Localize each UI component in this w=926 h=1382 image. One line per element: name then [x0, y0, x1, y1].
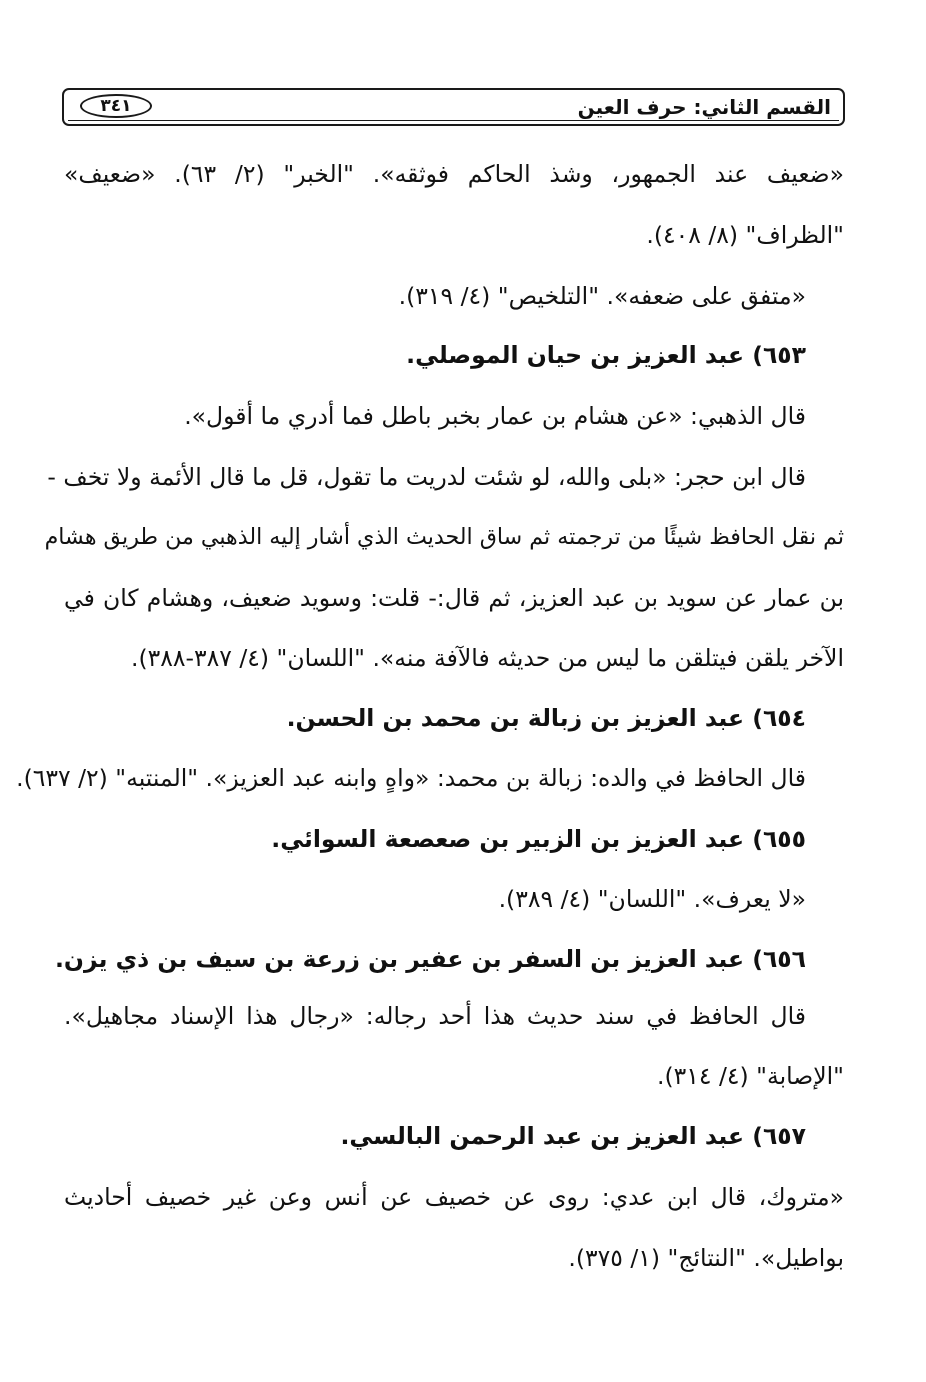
text-line: بواطيل». "النتائج" (١/ ٣٧٥).: [568, 1244, 844, 1272]
entry-heading: ٦٥٧) عبد العزيز بن عبد الرحمن البالسي.: [340, 1122, 806, 1150]
text-line: "الإصابة" (٤/ ٣١٤).: [657, 1062, 844, 1090]
text-line: "الظراف" (٨/ ٤٠٨).: [646, 221, 844, 249]
entry-heading: ٦٥٤) عبد العزيز بن زبالة بن محمد بن الحسن.: [286, 704, 806, 732]
text-line: قال الذهبي: «عن هشام بن عمار بخبر باطل فما أدري ما أقول».: [184, 402, 806, 430]
entry-heading: ٦٥٣) عبد العزيز بن حيان الموصلي.: [406, 341, 806, 369]
text-line: «لا يعرف». "اللسان" (٤/ ٣٨٩).: [498, 885, 806, 913]
text-line: بن عمار عن سويد بن عبد العزيز، ثم قال:- قلت: وسويد ضعيف، وهشام كان في: [64, 584, 844, 612]
text-line: «ضعيف عند الجمهور، وشذ الحاكم فوثقه». "الخبر" (٢/ ٦٣). «ضعيف»: [64, 160, 844, 188]
text-line: قال ابن حجر: «بلى والله، لو شئت لدريت ما تقول، قل ما قال الأئمة ولا تخف -: [47, 463, 806, 491]
entry-heading: ٦٥٦) عبد العزيز بن السفر بن عفير بن زرعة بن سيف بن ذي يزن.: [55, 945, 806, 973]
section-title: القسم الثاني: حرف العين: [577, 95, 831, 119]
text-line: ثم نقل الحافظ شيئًا من ترجمته ثم ساق الحديث الذي أشار إليه الذهبي من طريق هشام: [44, 524, 844, 550]
page-number: ٣٤١: [80, 94, 152, 118]
running-header: [62, 88, 845, 126]
text-line: قال الحافظ في سند حديث هذا أحد رجاله: «رجال هذا الإسناد مجاهيل».: [64, 1002, 806, 1030]
text-line: «متفق على ضعفه». "التلخيص" (٤/ ٣١٩).: [398, 282, 806, 310]
text-line: «متروك، قال ابن عدي: روى عن خصيف عن أنس وعن غير خصيف أحاديث: [64, 1183, 844, 1211]
entry-heading: ٦٥٥) عبد العزيز بن الزبير بن صعصعة السوائي.: [271, 825, 806, 853]
text-line: الآخر يلقن فيتلقن ما ليس من حديثه فالآفة منه». "اللسان" (٤/ ٣٨٧-٣٨٨).: [130, 644, 844, 672]
text-line: قال الحافظ في والده: زبالة بن محمد: «واهٍ وابنه عبد العزيز». "المنتبه" (٢/ ٦٣٧).: [16, 764, 806, 792]
